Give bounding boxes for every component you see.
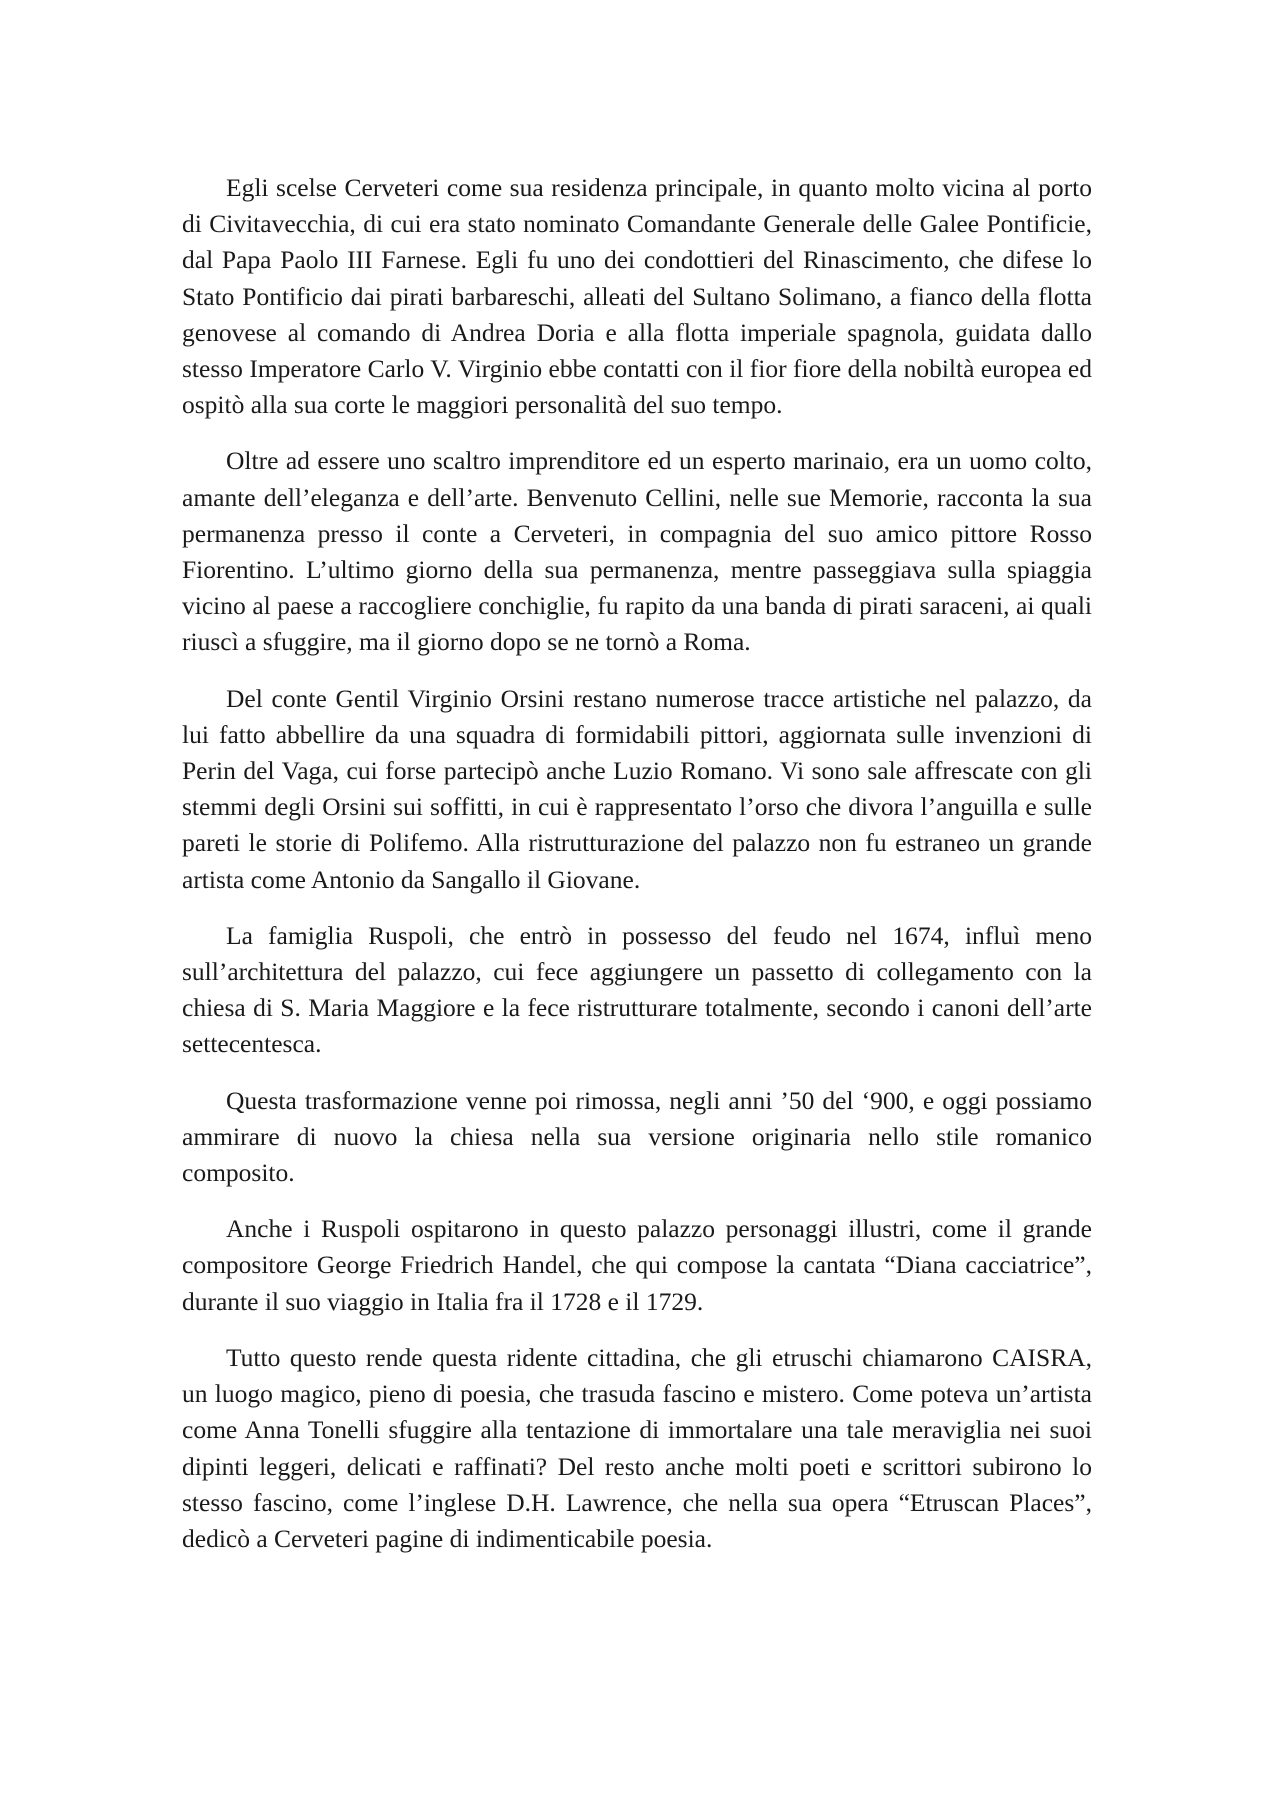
- paragraph-4: La famiglia Ruspoli, che entrò in possesso del feudo nel 1674, influì meno sull’architettura del palazzo, cui fece aggiungere un passetto di collegamento con la chiesa di S. Maria Maggiore e la fece ristrutturare totalmente, secondo i canoni dell’arte settecentesca.: [182, 920, 1092, 1059]
- paragraph-5: Questa trasformazione venne poi rimossa, negli anni ’50 del ‘900, e oggi possiamo ammirare di nuovo la chiesa nella sua versione originaria nello stile romanico composito.: [182, 1085, 1092, 1188]
- paragraph-3: Del conte Gentil Virginio Orsini restano numerose tracce artistiche nel palazzo, da lui fatto abbellire da una squadra di formidabili pittori, aggiornata sulle invenzioni di Perin del Vaga, cui forse partecipò anche Luzio Romano. Vi sono sale affrescate con gli stemmi degli Orsini sui soffitti, in cui è rappresentato l’orso che divora l’anguilla e sulle pareti le storie di Polifemo. Alla ristrutturazione del palazzo non fu estraneo un grande artista come Antonio da Sangallo il Giovane.: [182, 683, 1092, 894]
- paragraph-6: Anche i Ruspoli ospitarono in questo palazzo personaggi illustri, come il grande compositore George Friedrich Handel, che qui compose la cantata “Diana cacciatrice”, durante il suo viaggio in Italia fra il 1728 e il 1729.: [182, 1214, 1092, 1316]
- paragraph-1: Egli scelse Cerveteri come sua residenza principale, in quanto molto vicina al porto di Civitavecchia, di cui era stato nominato Comandante Generale delle Galee Pontificie, dal Papa Paolo III Farnese. Egli fu uno dei condottieri del Rinascimento, che difese lo Stato Pontificio dai pirati barbareschi, alleati del Sultano Solimano, a fianco della flotta genovese al comando di Andrea Doria e alla flotta imperiale spagnola, guidata dallo stesso Imperatore Carlo V. Virginio ebbe contatti con il fior fiore della nobiltà europea ed ospitò alla sua corte le maggiori personalità del suo tempo.: [182, 173, 1092, 420]
- document-page: [182, 170, 1092, 1577]
- paragraph-2: Oltre ad essere uno scaltro imprenditore ed un esperto marinaio, era un uomo colto, amante dell’eleganza e dell’arte. Benvenuto Cellini, nelle sue Memorie, racconta la sua permanenza presso il conte a Cerveteri, in compagnia del suo amico pittore Rosso Fiorentino. L’ultimo giorno della sua permanenza, mentre passeggiava sulla spiaggia vicino al paese a raccogliere conchiglie, fu rapito da una banda di pirati saraceni, ai quali riuscì a sfuggire, ma il giorno dopo se ne tornò a Roma.: [182, 446, 1092, 657]
- paragraph-7: Tutto questo rende questa ridente cittadina, che gli etruschi chiamarono CAISRA, un luogo magico, pieno di poesia, che trasuda fascino e mistero. Come poteva un’artista come Anna Tonelli sfuggire alla tentazione di immortalare una tale meraviglia nei suoi dipinti leggeri, delicati e raffinati? Del resto anche molti poeti e scrittori subirono lo stesso fascino, come l’inglese D.H. Lawrence, che nella sua opera “Etruscan Places”, dedicò a Cerveteri pagine di indimenticabile poesia.: [182, 1342, 1092, 1553]
